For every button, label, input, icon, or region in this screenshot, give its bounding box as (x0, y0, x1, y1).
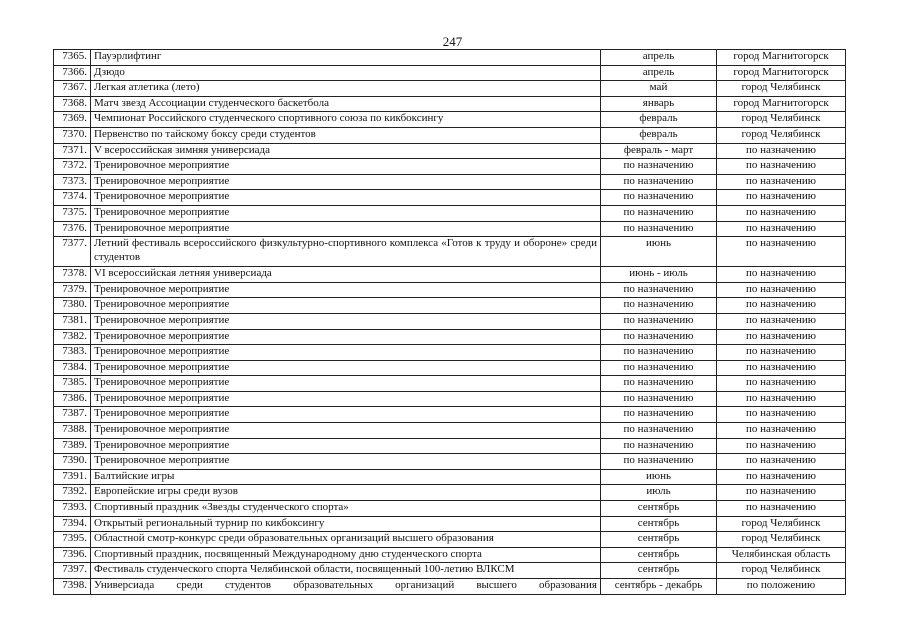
table-row (54, 469, 846, 485)
row-number: 7385. (54, 376, 91, 392)
event-date: февраль (601, 127, 717, 143)
row-number: 7388. (54, 423, 91, 439)
event-location: по положению (717, 579, 846, 595)
table-row (54, 391, 846, 407)
row-number: 7394. (54, 516, 91, 532)
event-name: Тренировочное мероприятие (91, 329, 601, 345)
event-date: январь (601, 96, 717, 112)
event-location: по назначению (717, 360, 846, 376)
event-name: Универсиада среди студентов образовательных организаций высшего образования (91, 579, 601, 595)
event-date: по назначению (601, 407, 717, 423)
event-location: по назначению (717, 313, 846, 329)
event-name: Тренировочное мероприятие (91, 391, 601, 407)
event-name: Тренировочное мероприятие (91, 438, 601, 454)
row-number: 7371. (54, 143, 91, 159)
event-date: по назначению (601, 159, 717, 175)
event-date: июль (601, 485, 717, 501)
row-number: 7370. (54, 127, 91, 143)
row-number: 7375. (54, 205, 91, 221)
page-number: 247 (442, 34, 463, 49)
event-name: Тренировочное мероприятие (91, 345, 601, 361)
table-row (54, 81, 846, 97)
event-location: по назначению (717, 438, 846, 454)
table-row (54, 50, 846, 66)
table-row (54, 159, 846, 175)
row-number: 7367. (54, 81, 91, 97)
event-date: апрель (601, 65, 717, 81)
event-location: по назначению (717, 237, 846, 267)
event-location: по назначению (717, 159, 846, 175)
event-date: сентябрь - декабрь (601, 579, 717, 595)
schedule-rows (54, 50, 846, 595)
row-number: 7374. (54, 190, 91, 206)
event-location: город Челябинск (717, 516, 846, 532)
event-date: по назначению (601, 360, 717, 376)
table-row (54, 345, 846, 361)
event-date: по назначению (601, 190, 717, 206)
event-location: город Челябинск (717, 563, 846, 579)
table-row (54, 376, 846, 392)
event-location: по назначению (717, 190, 846, 206)
row-number: 7393. (54, 501, 91, 517)
event-location: по назначению (717, 469, 846, 485)
table-row (54, 423, 846, 439)
table-row (54, 205, 846, 221)
event-name: Тренировочное мероприятие (91, 407, 601, 423)
event-name: Тренировочное мероприятие (91, 376, 601, 392)
event-location: по назначению (717, 485, 846, 501)
event-name: Европейские игры среди вузов (91, 485, 601, 501)
row-number: 7389. (54, 438, 91, 454)
row-number: 7378. (54, 267, 91, 283)
event-location: по назначению (717, 376, 846, 392)
table-row (54, 127, 846, 143)
row-number: 7380. (54, 298, 91, 314)
row-number: 7386. (54, 391, 91, 407)
event-date: по назначению (601, 298, 717, 314)
event-name: Тренировочное мероприятие (91, 360, 601, 376)
event-name: Тренировочное мероприятие (91, 221, 601, 237)
event-date: апрель (601, 50, 717, 66)
event-location: по назначению (717, 329, 846, 345)
event-date: по назначению (601, 329, 717, 345)
table-row (54, 237, 846, 267)
row-number: 7368. (54, 96, 91, 112)
event-name: Тренировочное мероприятие (91, 159, 601, 175)
table-row (54, 563, 846, 579)
schedule-table (53, 49, 846, 595)
row-number: 7383. (54, 345, 91, 361)
table-row (54, 190, 846, 206)
table-row (54, 282, 846, 298)
table-row (54, 485, 846, 501)
event-date: сентябрь (601, 516, 717, 532)
event-location: город Магнитогорск (717, 50, 846, 66)
table-row (54, 547, 846, 563)
row-number: 7373. (54, 174, 91, 190)
row-number: 7366. (54, 65, 91, 81)
table-row (54, 454, 846, 470)
event-name: Областной смотр-конкурс среди образовательных организаций высшего образования (91, 532, 601, 548)
event-name: Матч звезд Ассоциации студенческого баскетбола (91, 96, 601, 112)
event-name: Фестиваль студенческого спорта Челябинской области, посвященный 100-летию ВЛКСМ (91, 563, 601, 579)
event-name: Тренировочное мероприятие (91, 298, 601, 314)
table-row (54, 298, 846, 314)
event-date: по назначению (601, 376, 717, 392)
row-number: 7397. (54, 563, 91, 579)
event-location: по назначению (717, 345, 846, 361)
event-location: город Челябинск (717, 127, 846, 143)
event-location: по назначению (717, 205, 846, 221)
event-name: Первенство по тайскому боксу среди студентов (91, 127, 601, 143)
event-name: Легкая атлетика (лето) (91, 81, 601, 97)
row-number: 7396. (54, 547, 91, 563)
row-number: 7379. (54, 282, 91, 298)
table-row (54, 267, 846, 283)
event-name: Тренировочное мероприятие (91, 205, 601, 221)
event-date: по назначению (601, 221, 717, 237)
event-date: по назначению (601, 205, 717, 221)
event-location: по назначению (717, 267, 846, 283)
table-row (54, 313, 846, 329)
event-location: по назначению (717, 282, 846, 298)
event-date: июнь (601, 237, 717, 267)
event-name: Спортивный праздник «Звезды студенческого спорта» (91, 501, 601, 517)
table-row (54, 65, 846, 81)
event-date: сентябрь (601, 547, 717, 563)
event-location: по назначению (717, 298, 846, 314)
table-row (54, 96, 846, 112)
event-name: Тренировочное мероприятие (91, 454, 601, 470)
event-date: сентябрь (601, 532, 717, 548)
row-number: 7372. (54, 159, 91, 175)
event-location: по назначению (717, 454, 846, 470)
event-name: Тренировочное мероприятие (91, 313, 601, 329)
event-location: по назначению (717, 501, 846, 517)
event-location: город Челябинск (717, 532, 846, 548)
row-number: 7365. (54, 50, 91, 66)
event-date: по назначению (601, 454, 717, 470)
event-name: Чемпионат Российского студенческого спортивного союза по кикбоксингу (91, 112, 601, 128)
table-row (54, 501, 846, 517)
row-number: 7384. (54, 360, 91, 376)
table-row (54, 516, 846, 532)
event-date: сентябрь (601, 563, 717, 579)
row-number: 7391. (54, 469, 91, 485)
event-name: VI всероссийская летняя универсиада (91, 267, 601, 283)
table-row (54, 329, 846, 345)
event-date: по назначению (601, 313, 717, 329)
row-number: 7392. (54, 485, 91, 501)
event-date: июнь - июль (601, 267, 717, 283)
event-date: по назначению (601, 391, 717, 407)
event-date: февраль (601, 112, 717, 128)
event-location: по назначению (717, 407, 846, 423)
row-number: 7398. (54, 579, 91, 595)
table-row (54, 579, 846, 595)
table-row (54, 532, 846, 548)
event-date: по назначению (601, 438, 717, 454)
event-name: Спортивный праздник, посвященный Международному дню студенческого спорта (91, 547, 601, 563)
row-number: 7376. (54, 221, 91, 237)
event-name: Открытый региональный турнир по кикбоксингу (91, 516, 601, 532)
table-row (54, 112, 846, 128)
event-date: июнь (601, 469, 717, 485)
event-date: сентябрь (601, 501, 717, 517)
event-date: февраль - март (601, 143, 717, 159)
event-location: по назначению (717, 221, 846, 237)
event-date: по назначению (601, 174, 717, 190)
event-location: по назначению (717, 423, 846, 439)
event-date: по назначению (601, 282, 717, 298)
event-name: Тренировочное мероприятие (91, 174, 601, 190)
event-date: по назначению (601, 423, 717, 439)
event-date: по назначению (601, 345, 717, 361)
event-date: май (601, 81, 717, 97)
event-name: Тренировочное мероприятие (91, 423, 601, 439)
event-name: Тренировочное мероприятие (91, 190, 601, 206)
event-location: город Челябинск (717, 81, 846, 97)
event-name: Тренировочное мероприятие (91, 282, 601, 298)
table-row (54, 174, 846, 190)
event-name: Пауэрлифтинг (91, 50, 601, 66)
row-number: 7382. (54, 329, 91, 345)
row-number: 7387. (54, 407, 91, 423)
event-location: Челябинская область (717, 547, 846, 563)
event-location: город Магнитогорск (717, 96, 846, 112)
event-location: город Челябинск (717, 112, 846, 128)
row-number: 7381. (54, 313, 91, 329)
table-row (54, 438, 846, 454)
event-location: по назначению (717, 391, 846, 407)
event-location: по назначению (717, 174, 846, 190)
event-location: по назначению (717, 143, 846, 159)
event-name: Дзюдо (91, 65, 601, 81)
event-name: Балтийские игры (91, 469, 601, 485)
event-name: V всероссийская зимняя универсиада (91, 143, 601, 159)
row-number: 7377. (54, 237, 91, 267)
table-row (54, 143, 846, 159)
row-number: 7390. (54, 454, 91, 470)
row-number: 7395. (54, 532, 91, 548)
table-row (54, 407, 846, 423)
event-location: город Магнитогорск (717, 65, 846, 81)
row-number: 7369. (54, 112, 91, 128)
table-row (54, 360, 846, 376)
table-row (54, 221, 846, 237)
event-name: Летний фестиваль всероссийского физкультурно-спортивного комплекса «Готов к труду и обороне» среди студентов (91, 237, 601, 267)
